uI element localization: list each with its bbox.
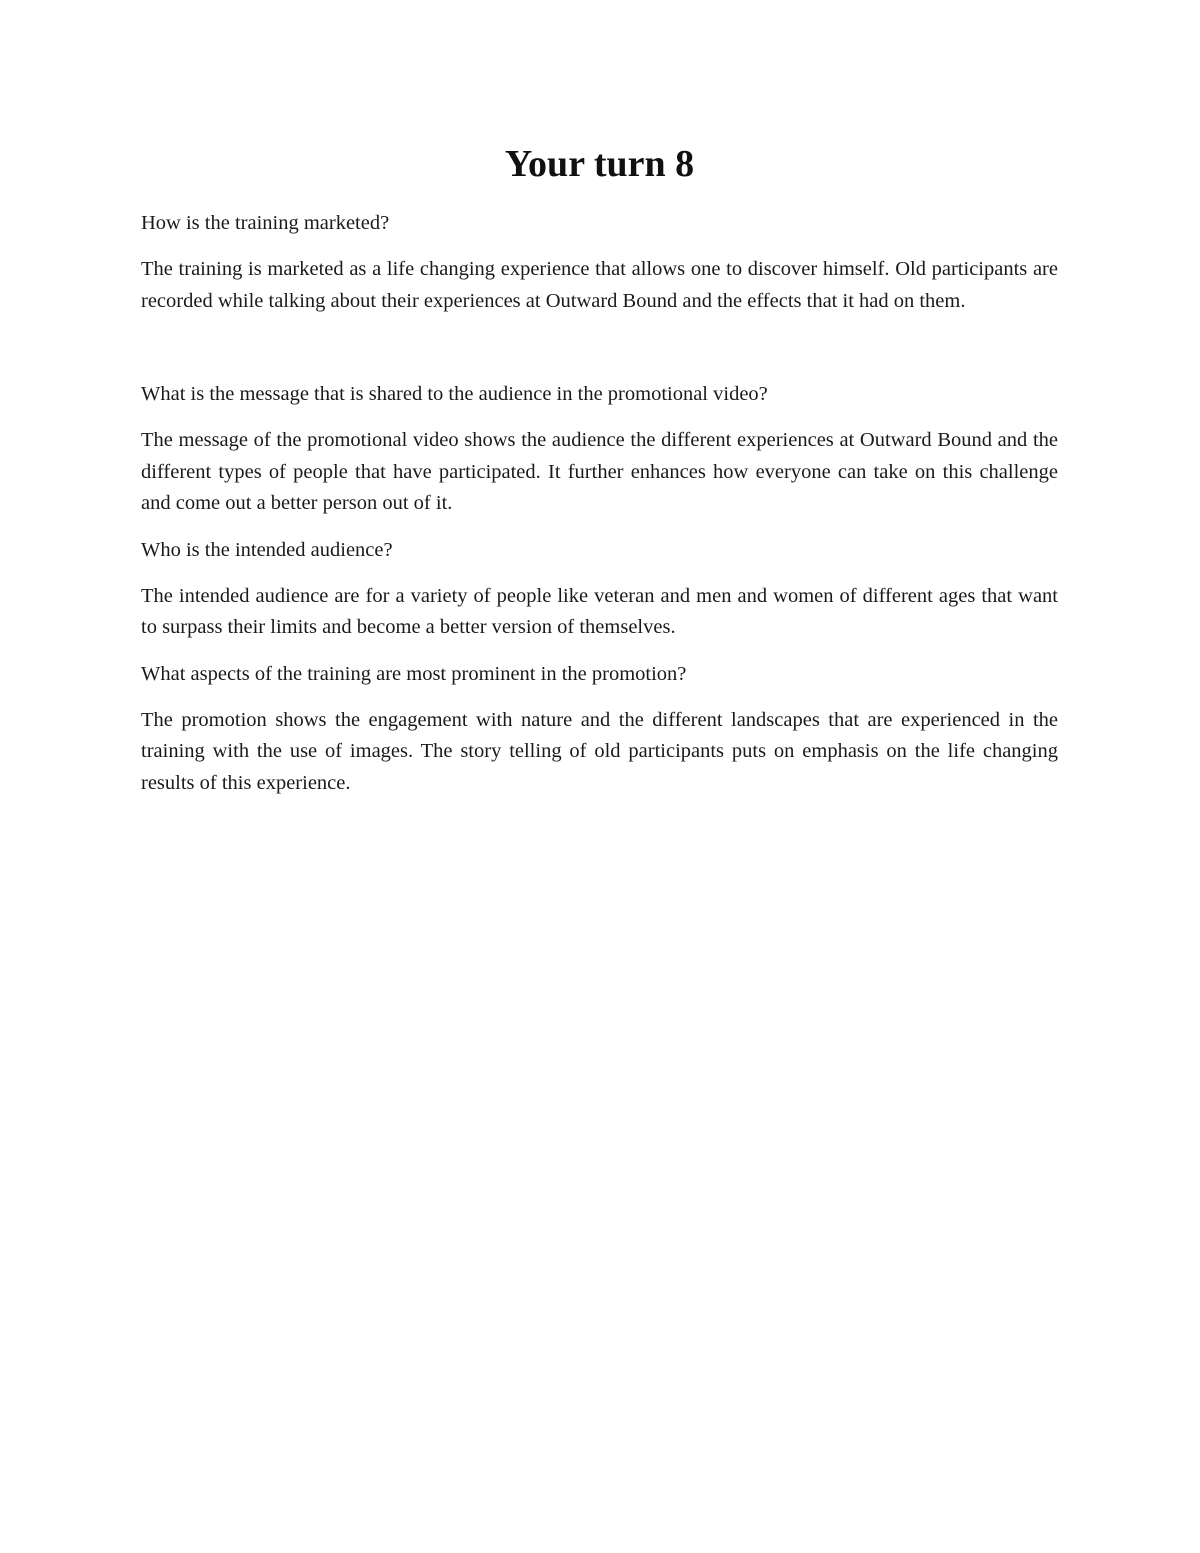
answer-1: The training is marketed as a life changing experience that allows one to discover himself. Old participants are recorded while talking about their experiences at Outward Bound and the effects that it had on them. — [141, 258, 1058, 312]
page-title: Your turn 8 — [504, 143, 695, 185]
document-body — [141, 138, 1058, 814]
question-3: Who is the intended audience? — [141, 538, 393, 561]
question-4: What aspects of the training are most prominent in the promotion? — [141, 662, 687, 685]
question-1: How is the training marketed? — [141, 212, 390, 234]
answer-2: The message of the promotional video shows the audience the different experiences at Outward Bound and the different types of people that have participated. It further enhances how everyone can take on this challenge and come out a better person out of it. — [141, 429, 1058, 514]
answer-4: The promotion shows the engagement with nature and the different landscapes that are experienced in the training with the use of images. The story telling of old participants puts on emphasis on the life changing results of this experience. — [141, 708, 1058, 794]
question-2: What is the message that is shared to the audience in the promotional video? — [141, 383, 768, 405]
answer-3: The intended audience are for a variety of people like veteran and men and women of different ages that want to surpass their limits and become a better version of themselves. — [141, 584, 1058, 638]
